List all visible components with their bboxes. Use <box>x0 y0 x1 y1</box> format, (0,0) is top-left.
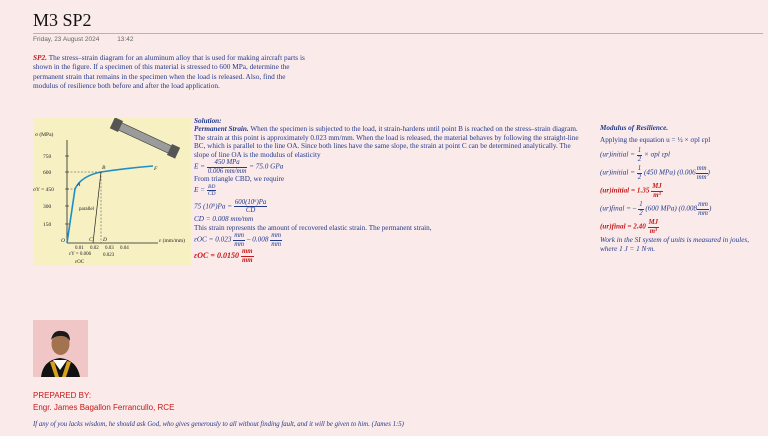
resilience-section <box>600 124 760 253</box>
problem-text: The stress–strain diagram for an aluminum alloy that is used for making aircraft parts is shown in the figure. If a specimen of this material is stressed to 600 MPa, determine the permanent strain that remains in the specimen when the load is released. Also, find the modulus of resilience both before and after the load application. <box>33 53 305 91</box>
point-d: D <box>103 237 107 243</box>
y-axis-label: σ (MPa) <box>35 132 54 138</box>
presenter-avatar <box>33 320 88 377</box>
x-tick-003: 0.03 <box>105 246 114 251</box>
page-datetime <box>33 36 149 43</box>
parallel-label: parallel <box>79 207 94 212</box>
res-initial-result: (ur)initial = 1.35 $\frac{MJ}{\text{m³}}$ <box>600 183 662 199</box>
y-tick-300: 300 <box>43 204 52 210</box>
y-tick-600: 600 <box>43 170 52 176</box>
author-name: Engr. James Bagallon Ferrancullo, RCE <box>33 403 175 412</box>
resilience-applying: Applying the equation u = ½ × σpl εpl <box>600 135 711 144</box>
page-title: M3 SP2 <box>33 10 92 30</box>
page-time: 13:42 <box>117 36 134 43</box>
res-line-2: (ur)initial = $\frac{1}{2}$ (450 MPa) (0.006 $\frac{mm}{mm}$ ) <box>600 165 710 181</box>
resilience-heading: Modulus of Resilience. <box>600 124 669 132</box>
problem-statement <box>33 53 308 91</box>
point-f: F <box>154 166 158 172</box>
si-note: Work in the SI system of units is measured in joules, where 1 J = 1 N·m. <box>600 236 749 253</box>
recover-text: This strain represents the amount of recovered elastic strain. The permanent strain, <box>194 223 432 232</box>
triangle-text: From triangle CBD, we require <box>194 175 285 184</box>
strain-paragraph: The strain at this point is approximately 0.023 mm/mm. When the load is released, the material behaves by following the straight-line BC, which is parallel to the line OA. Since both lines have the same slope, the strain at point C can be determined analytically. The slope of line OA is the modulus of elasticity <box>194 133 579 159</box>
title-divider <box>33 33 763 34</box>
res-line-1: (ur)initial = $\frac{1}{2}$ × σpl εpl <box>600 147 671 163</box>
eoc-equation: εOC = 0.023 $\frac{mm}{mm}$ – 0.008 $\frac{mm}{mm}$ <box>194 232 282 248</box>
x-axis-label: ε (mm/mm) <box>159 238 185 244</box>
triangle-equation: E = $\frac{BD}{CD}$ <box>194 183 216 197</box>
ey-label: εY = 0.006 <box>69 252 92 257</box>
y-tick-750: 750 <box>43 154 52 160</box>
x-tick-004: 0.04 <box>120 246 129 251</box>
point-o: O <box>61 238 65 244</box>
y-tick-150: 150 <box>43 222 52 228</box>
res-line-4: (ur)final = – $\frac{1}{2}$ (600 MPa) (0.008 $\frac{mm}{mm}$ ) <box>600 201 712 217</box>
strain-intro: Permanent Strain. When the specimen is subjected to the load, it strain-hardens until point B is reached on the stress–strain diagram. <box>194 125 578 133</box>
point-b: B <box>102 165 106 171</box>
point-a: A <box>77 182 81 188</box>
presenter-photo <box>33 320 88 377</box>
res-final-result: (ur)final = 2.40 $\frac{MJ}{\text{m³}}$ <box>600 219 659 235</box>
permanent-heading: Permanent Strain. <box>194 125 249 133</box>
prepared-by-label: PREPARED BY: <box>33 391 92 400</box>
eoc-final: εOC = 0.0150 $\frac{mm}{mm}$ <box>194 248 253 264</box>
eoc-label: εOC <box>75 260 85 265</box>
point-c: C <box>89 237 93 243</box>
page-date: Friday, 23 August 2024 <box>33 36 100 43</box>
permanent-strain-section <box>194 125 584 264</box>
cd-result: CD = 0.008 mm/mm <box>194 214 254 223</box>
problem-label: SP2. <box>33 53 47 62</box>
stress-strain-figure <box>33 118 191 266</box>
x-tick-001: 0.01 <box>75 246 84 251</box>
cd-equation: 75 (10⁹)Pa = $\frac{\text{600(10⁶)Pa}}{CD}$ <box>194 198 267 215</box>
y-tick-450: σY = 450 <box>33 187 54 193</box>
solution-heading: Solution: <box>194 117 222 125</box>
x-tick-002: 0.02 <box>90 246 99 251</box>
specimen-icon <box>110 118 180 159</box>
stress-strain-diagram <box>33 118 191 266</box>
modulus-equation: E = $\frac{\text{450 MPa}}{0.006 mm/mm}$ = 75.0 GPa <box>194 159 284 175</box>
x-extra-label: 0.023 <box>103 253 115 258</box>
bible-verse: If any of you lacks wisdom, he should ask God, who gives generously to all without finding fault, and it will be given to him. (James 1:5) <box>33 421 404 428</box>
